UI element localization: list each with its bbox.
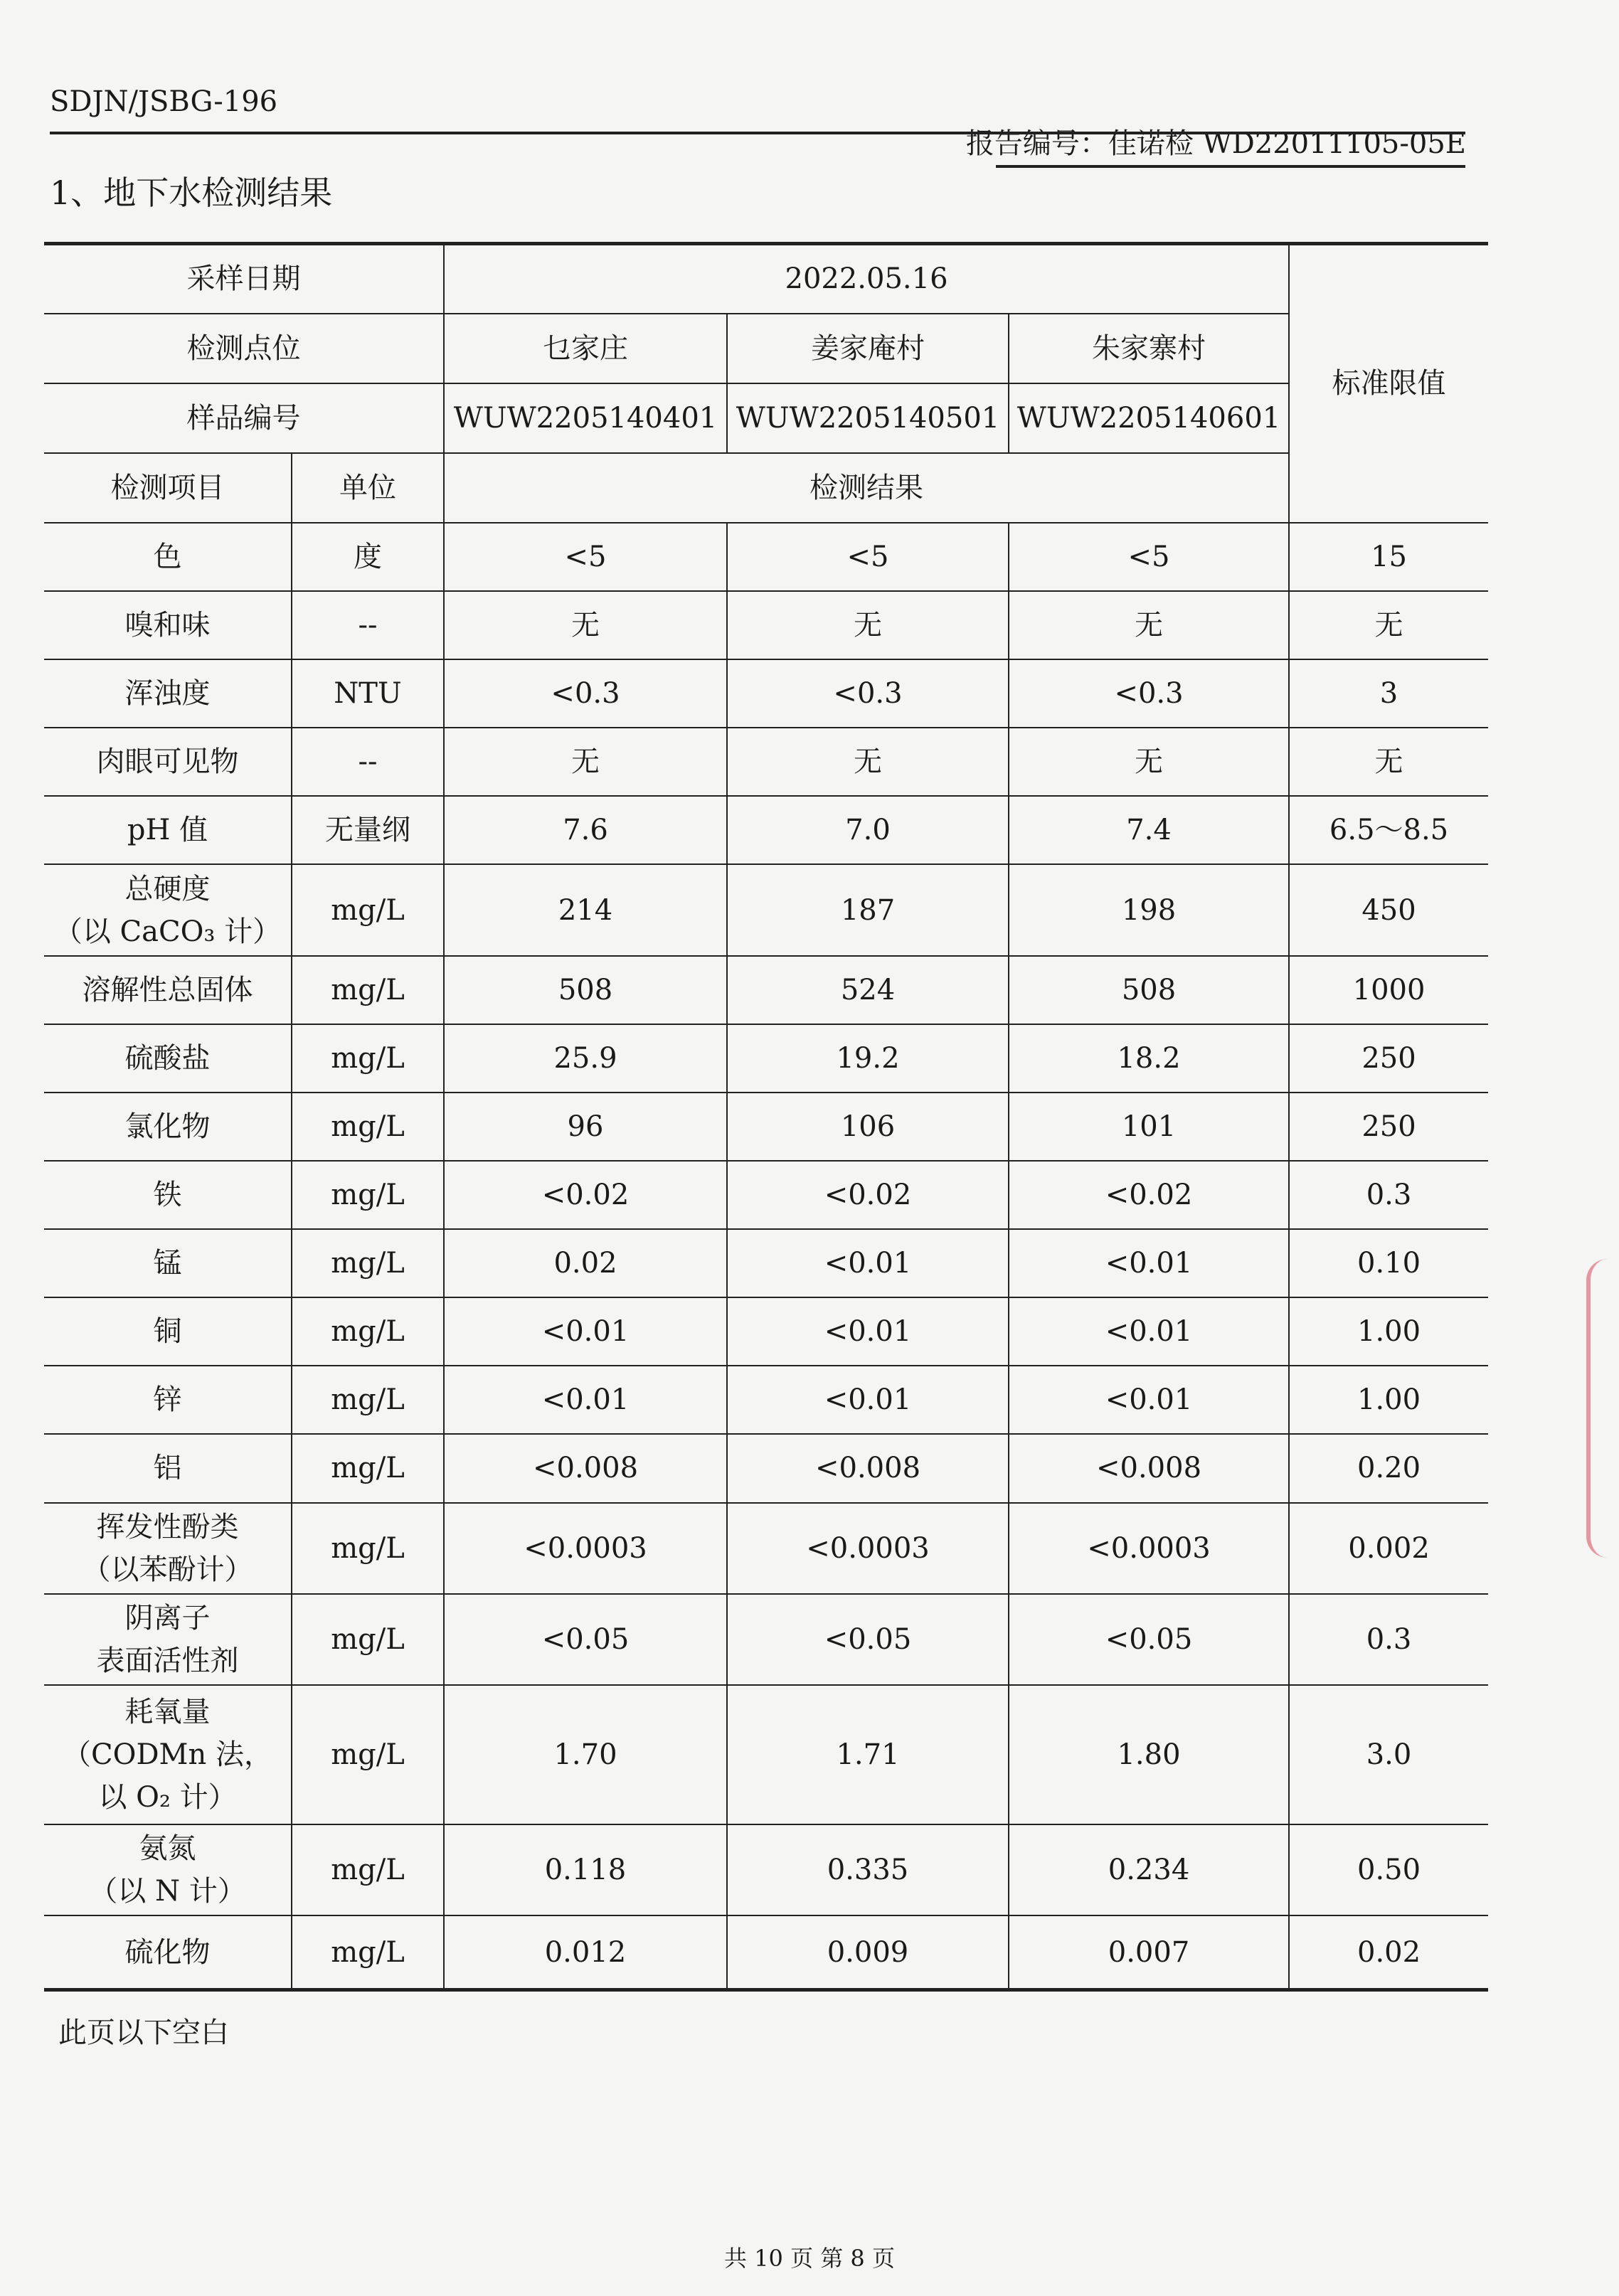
sampling-date-value: 2022.05.16 bbox=[444, 244, 1289, 314]
table-row bbox=[44, 1229, 1488, 1297]
limit-cell: 无 bbox=[1289, 728, 1488, 796]
limit-cell: 0.3 bbox=[1289, 1161, 1488, 1229]
item-cell bbox=[44, 1297, 292, 1366]
table-row bbox=[44, 728, 1488, 796]
result-cell-3: <0.01 bbox=[1009, 1366, 1289, 1434]
item-name-line: 肉眼可见物 bbox=[96, 745, 239, 779]
item-name-line: （以苯酚计） bbox=[82, 1553, 253, 1586]
result-cell-1: <0.01 bbox=[444, 1366, 727, 1434]
result-cell-1: 0.02 bbox=[444, 1229, 727, 1297]
result-cell-3: 无 bbox=[1009, 591, 1289, 659]
item-name-line: 氯化物 bbox=[124, 1110, 211, 1143]
result-cell-3: 508 bbox=[1009, 956, 1289, 1024]
limit-cell: 250 bbox=[1289, 1093, 1488, 1161]
result-cell-2: 0.335 bbox=[727, 1824, 1009, 1915]
result-cell-3: 7.4 bbox=[1009, 796, 1289, 864]
unit-cell: 无量纲 bbox=[292, 796, 444, 864]
result-cell-3: <0.008 bbox=[1009, 1434, 1289, 1502]
stamp-edge-mark bbox=[1586, 1259, 1619, 1558]
result-cell-1: <0.3 bbox=[444, 659, 727, 728]
limit-cell: 3.0 bbox=[1289, 1685, 1488, 1824]
result-cell-1: 1.70 bbox=[444, 1685, 727, 1824]
result-cell-3: <0.01 bbox=[1009, 1229, 1289, 1297]
result-cell-3: 0.007 bbox=[1009, 1915, 1289, 1989]
table-row bbox=[44, 864, 1488, 955]
result-cell-2: <0.02 bbox=[727, 1161, 1009, 1229]
table-row bbox=[44, 1161, 1488, 1229]
result-cell-2: <0.01 bbox=[727, 1297, 1009, 1366]
item-cell bbox=[44, 1024, 292, 1093]
item-cell bbox=[44, 1093, 292, 1161]
table-row bbox=[44, 1824, 1488, 1915]
limit-cell: 0.50 bbox=[1289, 1824, 1488, 1915]
table-row bbox=[44, 659, 1488, 728]
table-row bbox=[44, 1093, 1488, 1161]
item-cell bbox=[44, 523, 292, 591]
result-cell-3: <0.3 bbox=[1009, 659, 1289, 728]
unit-cell: mg/L bbox=[292, 1229, 444, 1297]
item-cell bbox=[44, 796, 292, 864]
item-name-line: 嗅和味 bbox=[124, 609, 211, 642]
limit-cell: 3 bbox=[1289, 659, 1488, 728]
location-1: 乜家庄 bbox=[444, 314, 727, 383]
result-cell-3: <0.0003 bbox=[1009, 1503, 1289, 1594]
result-cell-2: <0.01 bbox=[727, 1366, 1009, 1434]
unit-cell: mg/L bbox=[292, 1594, 444, 1685]
location-3: 朱家寨村 bbox=[1009, 314, 1289, 383]
result-cell-2: 19.2 bbox=[727, 1024, 1009, 1093]
item-name-line: （以 CaCO₃ 计） bbox=[53, 915, 282, 948]
result-cell-2: 7.0 bbox=[727, 796, 1009, 864]
limit-cell: 450 bbox=[1289, 864, 1488, 955]
unit-cell: mg/L bbox=[292, 1093, 444, 1161]
table-row bbox=[44, 796, 1488, 864]
result-cell-1: 无 bbox=[444, 728, 727, 796]
result-cell-2: 524 bbox=[727, 956, 1009, 1024]
table-row bbox=[44, 1915, 1488, 1989]
item-cell bbox=[44, 1434, 292, 1502]
limit-cell: 0.02 bbox=[1289, 1915, 1488, 1989]
limit-cell: 1000 bbox=[1289, 956, 1488, 1024]
item-name-line: 锰 bbox=[153, 1247, 182, 1280]
sample-no-2: WUW2205140501 bbox=[727, 383, 1009, 453]
table-row bbox=[44, 1024, 1488, 1093]
result-cell-2: <0.05 bbox=[727, 1594, 1009, 1685]
item-name-line: 铜 bbox=[153, 1315, 182, 1349]
result-cell-2: 187 bbox=[727, 864, 1009, 955]
sample-no-1: WUW2205140401 bbox=[444, 383, 727, 453]
result-cell-2: <0.01 bbox=[727, 1229, 1009, 1297]
result-cell-2: 无 bbox=[727, 728, 1009, 796]
standard-limit-header: 标准限值 bbox=[1289, 244, 1488, 523]
result-cell-1: <0.008 bbox=[444, 1434, 727, 1502]
result-cell-3: 101 bbox=[1009, 1093, 1289, 1161]
item-name-line: 总硬度 bbox=[124, 872, 211, 905]
result-cell-2: 1.71 bbox=[727, 1685, 1009, 1824]
result-cell-1: <0.02 bbox=[444, 1161, 727, 1229]
result-cell-1: <5 bbox=[444, 523, 727, 591]
limit-cell: 15 bbox=[1289, 523, 1488, 591]
result-cell-1: <0.05 bbox=[444, 1594, 727, 1685]
header-rule-right bbox=[996, 165, 1465, 168]
unit-cell: mg/L bbox=[292, 1503, 444, 1594]
item-name-line: pH 值 bbox=[127, 814, 208, 847]
result-cell-1: 7.6 bbox=[444, 796, 727, 864]
result-cell-3: 无 bbox=[1009, 728, 1289, 796]
result-cell-3: 18.2 bbox=[1009, 1024, 1289, 1093]
item-name-line: 硫化物 bbox=[124, 1935, 211, 1969]
limit-cell: 6.5～8.5 bbox=[1289, 796, 1488, 864]
sample-no-label: 样品编号 bbox=[44, 383, 444, 453]
item-name-line: 阴离子 bbox=[124, 1601, 211, 1635]
table-row bbox=[44, 523, 1488, 591]
header-rule bbox=[50, 132, 1465, 134]
table-row bbox=[44, 956, 1488, 1024]
result-cell-1: 0.012 bbox=[444, 1915, 727, 1989]
result-cell-3: 0.234 bbox=[1009, 1824, 1289, 1915]
result-cell-2: <5 bbox=[727, 523, 1009, 591]
item-name-line: 浑浊度 bbox=[124, 677, 211, 711]
section-title: 1、地下水检测结果 bbox=[50, 174, 333, 212]
item-cell bbox=[44, 1685, 292, 1824]
result-cell-1: <0.0003 bbox=[444, 1503, 727, 1594]
result-cell-2: 0.009 bbox=[727, 1915, 1009, 1989]
unit-cell: NTU bbox=[292, 659, 444, 728]
result-cell-3: <0.01 bbox=[1009, 1297, 1289, 1366]
limit-cell: 1.00 bbox=[1289, 1366, 1488, 1434]
item-name-line: （以 N 计） bbox=[89, 1875, 246, 1908]
unit-cell: -- bbox=[292, 728, 444, 796]
item-name-line: 以 O₂ 计） bbox=[98, 1780, 237, 1814]
table-row bbox=[44, 1434, 1488, 1502]
result-cell-3: <5 bbox=[1009, 523, 1289, 591]
limit-cell: 0.3 bbox=[1289, 1594, 1488, 1685]
result-cell-1: 0.118 bbox=[444, 1824, 727, 1915]
result-cell-1: 96 bbox=[444, 1093, 727, 1161]
result-cell-1: 508 bbox=[444, 956, 727, 1024]
result-cell-1: 25.9 bbox=[444, 1024, 727, 1093]
unit-cell: mg/L bbox=[292, 1685, 444, 1824]
result-cell-2: 106 bbox=[727, 1093, 1009, 1161]
result-cell-1: 无 bbox=[444, 591, 727, 659]
location-label: 检测点位 bbox=[44, 314, 444, 383]
result-cell-3: 198 bbox=[1009, 864, 1289, 955]
unit-cell: mg/L bbox=[292, 1824, 444, 1915]
page-footer: 共 10 页 第 8 页 bbox=[724, 2245, 895, 2272]
item-cell bbox=[44, 659, 292, 728]
unit-cell: mg/L bbox=[292, 1024, 444, 1093]
item-name-line: 硫酸盐 bbox=[124, 1041, 211, 1075]
table-row bbox=[44, 1297, 1488, 1366]
item-cell bbox=[44, 728, 292, 796]
item-cell bbox=[44, 1503, 292, 1594]
result-cell-3: <0.05 bbox=[1009, 1594, 1289, 1685]
item-name-line: 铝 bbox=[153, 1452, 182, 1485]
table-row bbox=[44, 1594, 1488, 1685]
result-cell-1: <0.01 bbox=[444, 1297, 727, 1366]
limit-cell: 250 bbox=[1289, 1024, 1488, 1093]
limit-cell: 0.20 bbox=[1289, 1434, 1488, 1502]
unit-cell: mg/L bbox=[292, 1366, 444, 1434]
table-row bbox=[44, 591, 1488, 659]
item-cell bbox=[44, 864, 292, 955]
result-cell-3: 1.80 bbox=[1009, 1685, 1289, 1824]
table-row bbox=[44, 1366, 1488, 1434]
unit-cell: mg/L bbox=[292, 1161, 444, 1229]
item-name-line: 挥发性酚类 bbox=[96, 1510, 239, 1543]
result-cell-1: 214 bbox=[444, 864, 727, 955]
result-cell-2: <0.0003 bbox=[727, 1503, 1009, 1594]
sampling-date-label: 采样日期 bbox=[44, 244, 444, 314]
item-name-line: 耗氧量 bbox=[124, 1695, 211, 1728]
limit-cell: 无 bbox=[1289, 591, 1488, 659]
limit-cell: 0.10 bbox=[1289, 1229, 1488, 1297]
item-name-line: 氨氮 bbox=[139, 1832, 196, 1866]
limit-cell: 0.002 bbox=[1289, 1503, 1488, 1594]
blank-below-note: 此页以下空白 bbox=[58, 2016, 229, 2049]
item-name-line: 锌 bbox=[153, 1383, 182, 1417]
item-cell bbox=[44, 956, 292, 1024]
item-cell bbox=[44, 1229, 292, 1297]
unit-cell: mg/L bbox=[292, 1434, 444, 1502]
document-code: SDJN/JSBG-196 bbox=[50, 85, 278, 118]
item-name-line: 表面活性剂 bbox=[96, 1644, 239, 1677]
item-cell bbox=[44, 591, 292, 659]
item-name-line: （CODMn 法， bbox=[63, 1738, 272, 1771]
item-cell bbox=[44, 1824, 292, 1915]
result-cell-2: <0.3 bbox=[727, 659, 1009, 728]
unit-cell: mg/L bbox=[292, 956, 444, 1024]
location-2: 姜家庵村 bbox=[727, 314, 1009, 383]
unit-cell: 度 bbox=[292, 523, 444, 591]
item-name-line: 铁 bbox=[153, 1179, 182, 1212]
item-name-line: 色 bbox=[153, 540, 182, 573]
item-header: 检测项目 bbox=[44, 453, 292, 523]
unit-cell: mg/L bbox=[292, 1915, 444, 1989]
results-header: 检测结果 bbox=[444, 453, 1289, 523]
sample-no-3: WUW2205140601 bbox=[1009, 383, 1289, 453]
result-cell-2: <0.008 bbox=[727, 1434, 1009, 1502]
groundwater-results-table bbox=[44, 242, 1488, 1992]
limit-cell: 1.00 bbox=[1289, 1297, 1488, 1366]
item-cell bbox=[44, 1161, 292, 1229]
result-cell-2: 无 bbox=[727, 591, 1009, 659]
result-cell-3: <0.02 bbox=[1009, 1161, 1289, 1229]
table-row bbox=[44, 1503, 1488, 1594]
item-cell bbox=[44, 1366, 292, 1434]
item-cell bbox=[44, 1594, 292, 1685]
table-row bbox=[44, 1685, 1488, 1824]
item-cell bbox=[44, 1915, 292, 1989]
item-name-line: 溶解性总固体 bbox=[82, 973, 253, 1006]
unit-cell: mg/L bbox=[292, 864, 444, 955]
unit-cell: mg/L bbox=[292, 1297, 444, 1366]
unit-header: 单位 bbox=[292, 453, 444, 523]
unit-cell: -- bbox=[292, 591, 444, 659]
report-number: 报告编号：佳诺检 WD22011105-05E bbox=[965, 127, 1466, 160]
